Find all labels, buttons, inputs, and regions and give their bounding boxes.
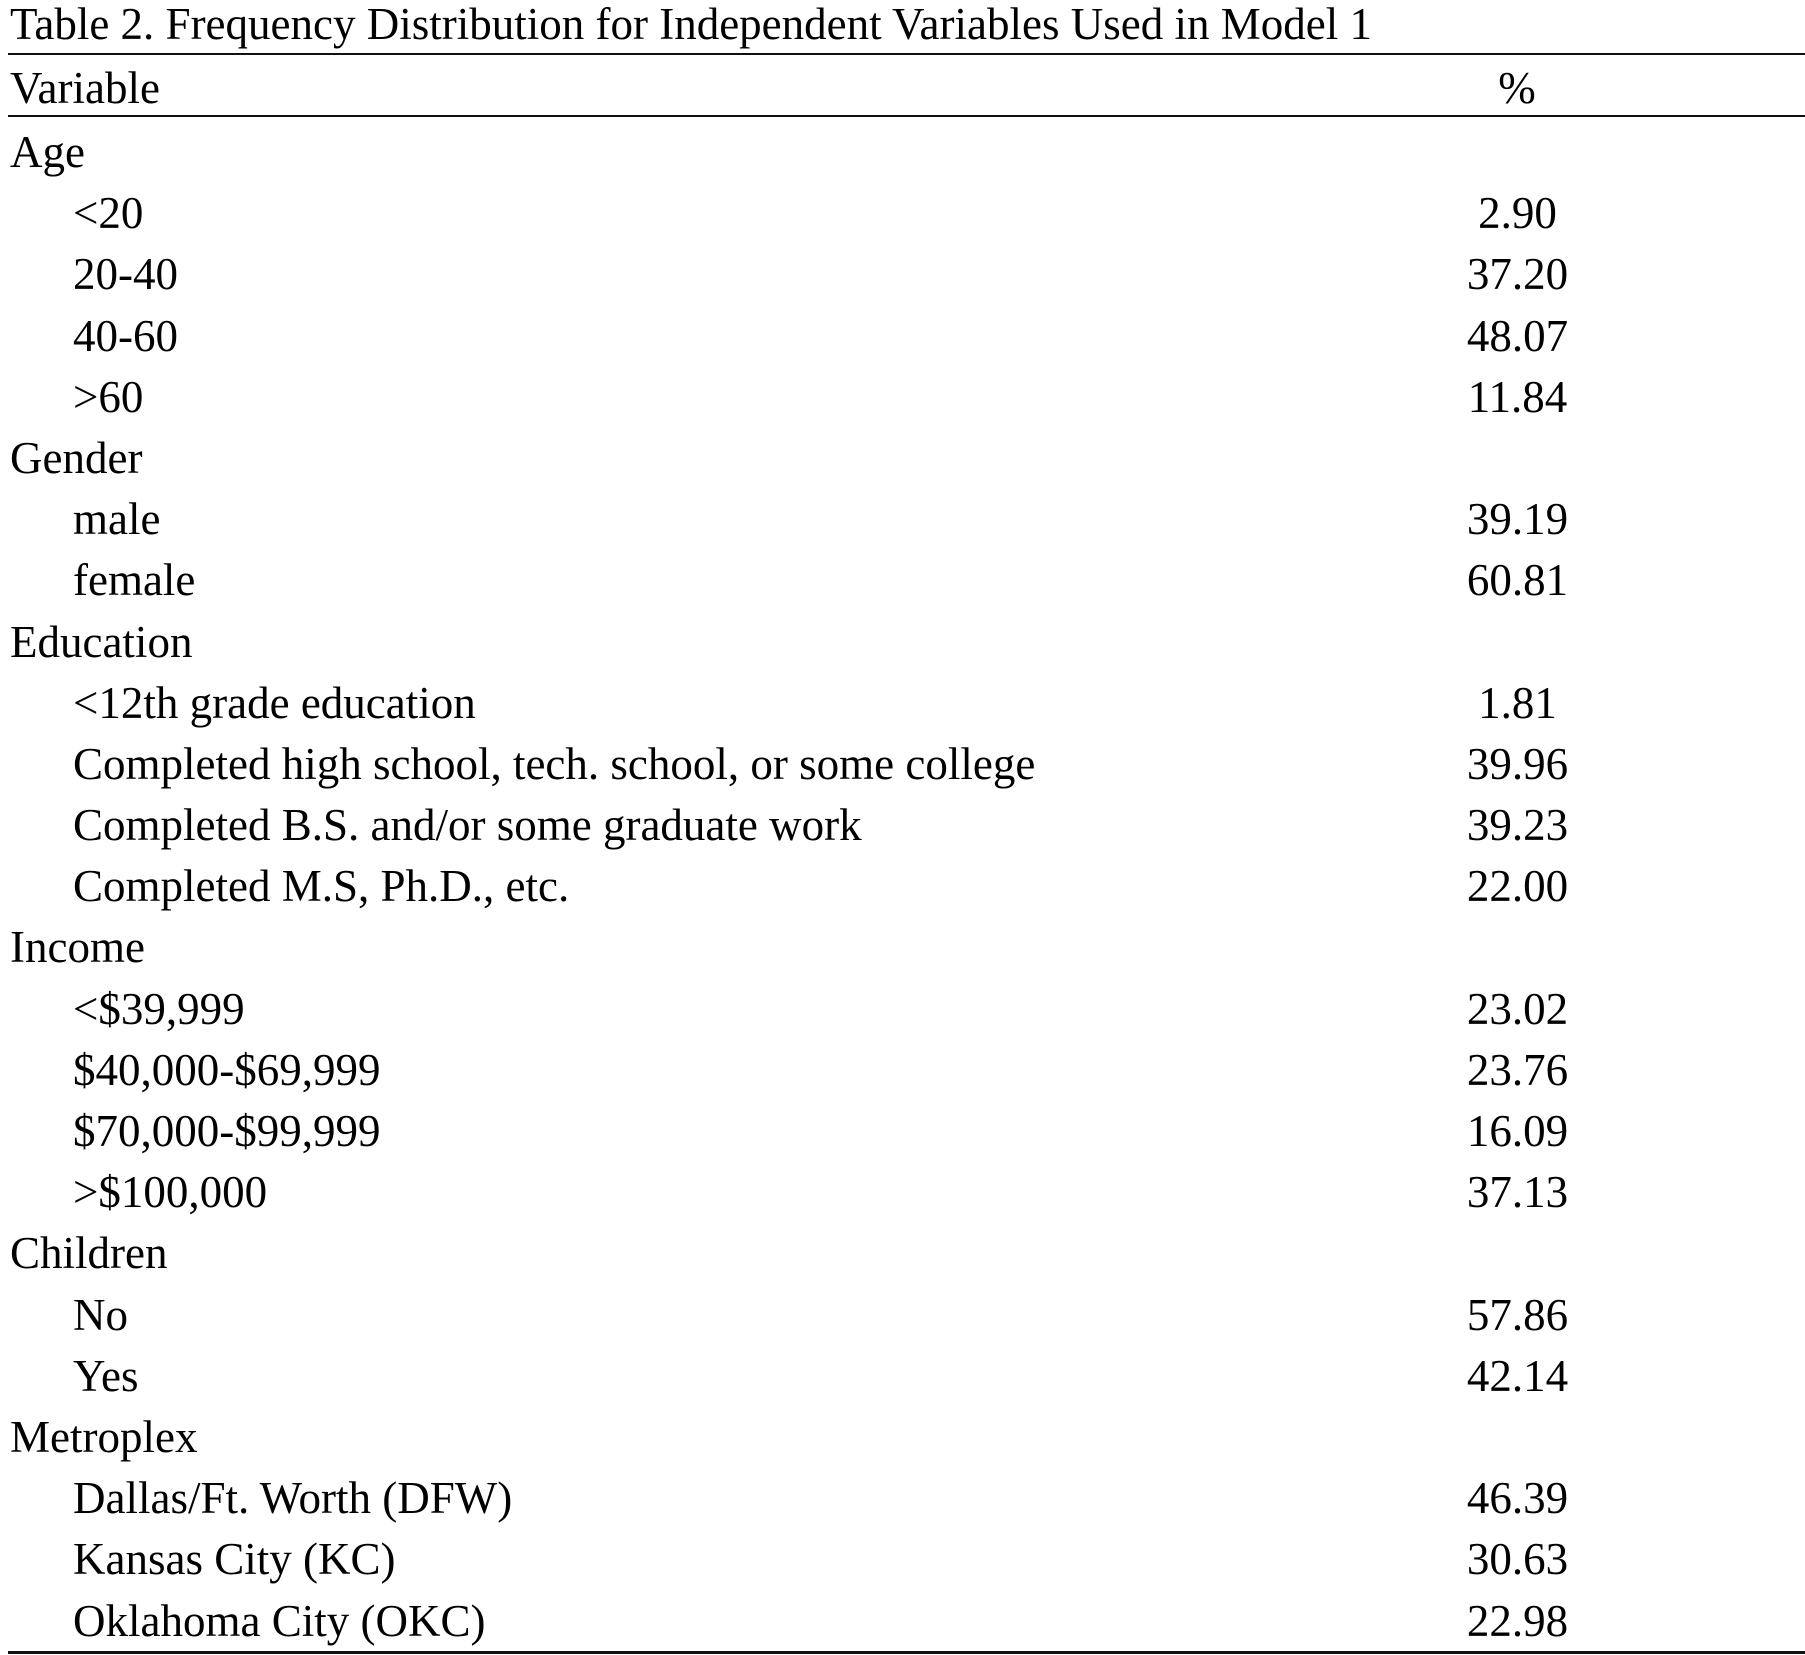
group-label: Education xyxy=(10,616,193,667)
group-row xyxy=(0,612,1805,673)
table-body xyxy=(0,122,1805,1652)
row-percent: 16.09 xyxy=(1466,1106,1569,1156)
table-row xyxy=(0,1101,1805,1162)
row-label: No xyxy=(73,1289,128,1340)
table-row xyxy=(0,734,1805,795)
column-header-variable: Variable xyxy=(10,63,160,113)
row-percent: 37.13 xyxy=(1466,1167,1569,1218)
table-row xyxy=(0,795,1805,856)
table-row xyxy=(0,489,1805,550)
row-label: Completed B.S. and/or some graduate work xyxy=(73,800,862,851)
table-row xyxy=(0,856,1805,917)
group-row xyxy=(0,122,1805,183)
row-label: >60 xyxy=(73,371,144,422)
group-label: Metroplex xyxy=(10,1411,198,1462)
row-percent: 39.23 xyxy=(1466,800,1569,851)
row-percent: 2.90 xyxy=(1478,188,1557,239)
group-label: Age xyxy=(10,127,85,177)
table-row xyxy=(0,183,1805,244)
table-row xyxy=(0,306,1805,367)
table-row xyxy=(0,1285,1805,1346)
row-label: Kansas City (KC) xyxy=(73,1534,396,1585)
row-label: $40,000-$69,999 xyxy=(73,1044,381,1095)
row-percent: 37.20 xyxy=(1466,249,1569,300)
row-percent: 48.07 xyxy=(1466,310,1569,361)
table-row xyxy=(0,979,1805,1040)
row-percent: 11.84 xyxy=(1467,371,1568,422)
row-label: Oklahoma City (OKC) xyxy=(73,1595,486,1646)
row-percent: 57.86 xyxy=(1466,1289,1569,1340)
row-percent: 39.19 xyxy=(1466,494,1569,545)
table-row xyxy=(0,1468,1805,1529)
group-row xyxy=(0,1407,1805,1468)
table-row xyxy=(0,1162,1805,1223)
row-label: <$39,999 xyxy=(73,983,245,1034)
row-label: male xyxy=(73,494,161,545)
row-percent: 42.14 xyxy=(1466,1350,1569,1401)
table-row xyxy=(0,244,1805,305)
row-percent: 30.63 xyxy=(1466,1534,1569,1585)
row-percent: 23.76 xyxy=(1466,1044,1569,1095)
row-label: $70,000-$99,999 xyxy=(73,1106,381,1156)
group-row xyxy=(0,1223,1805,1284)
column-header-percent: % xyxy=(1498,63,1536,113)
row-percent: 39.96 xyxy=(1466,738,1569,789)
group-label: Income xyxy=(10,922,145,973)
row-percent: 22.00 xyxy=(1466,861,1569,912)
row-percent: 22.98 xyxy=(1466,1595,1569,1646)
row-label: 40-60 xyxy=(73,310,178,361)
row-percent: 23.02 xyxy=(1466,983,1569,1034)
table-title: Table 2. Frequency Distribution for Independent Variables Used in Model 1 xyxy=(10,0,1372,49)
row-label: >$100,000 xyxy=(73,1167,268,1218)
top-rule xyxy=(8,53,1805,55)
group-row xyxy=(0,917,1805,978)
table-row xyxy=(0,367,1805,428)
row-label: <20 xyxy=(73,188,144,239)
row-label: Completed high school, tech. school, or some college xyxy=(73,738,1036,789)
table-row xyxy=(0,1529,1805,1590)
group-label: Gender xyxy=(10,432,143,483)
table-row xyxy=(0,1591,1805,1652)
header-rule xyxy=(8,115,1805,117)
row-label: 20-40 xyxy=(73,249,178,300)
row-label: Completed M.S, Ph.D., etc. xyxy=(73,861,570,912)
table-row xyxy=(0,550,1805,611)
row-label: <12th grade education xyxy=(73,677,476,728)
group-row xyxy=(0,428,1805,489)
table-row xyxy=(0,673,1805,734)
row-percent: 46.39 xyxy=(1466,1473,1569,1524)
row-label: female xyxy=(73,555,196,606)
table-row xyxy=(0,1040,1805,1101)
group-label: Children xyxy=(10,1228,168,1279)
bottom-rule xyxy=(8,1651,1805,1654)
row-percent: 60.81 xyxy=(1466,555,1569,606)
row-label: Yes xyxy=(73,1350,139,1401)
table-row xyxy=(0,1346,1805,1407)
row-label: Dallas/Ft. Worth (DFW) xyxy=(73,1473,513,1524)
row-percent: 1.81 xyxy=(1478,677,1557,728)
